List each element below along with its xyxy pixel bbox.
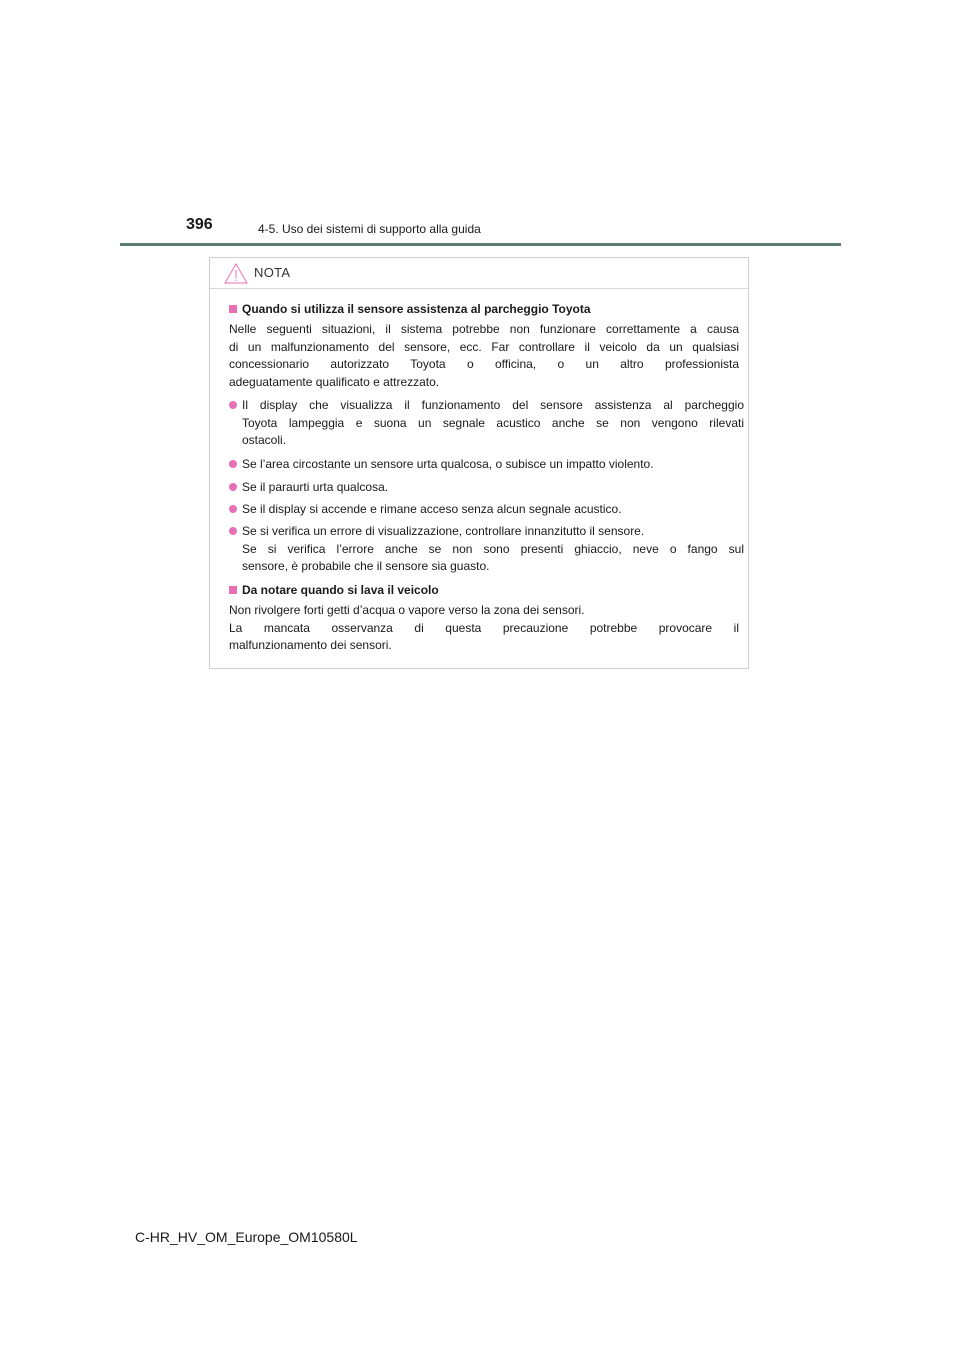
- square-bullet-icon: [229, 586, 237, 594]
- header-rule: [120, 243, 841, 246]
- item-paragraph: [229, 321, 739, 391]
- square-bullet-icon: [229, 305, 237, 313]
- page-number: 396: [186, 216, 213, 233]
- text-line: Nelle seguenti situazioni, il sistema potrebbe non funzionare correttamente a causa: [229, 322, 739, 336]
- note-label: NOTA: [254, 265, 291, 280]
- round-bullet-icon: [229, 401, 237, 409]
- list-item: [229, 501, 744, 519]
- text-line: La mancata osservanza di questa precauzione potrebbe provocare il: [229, 620, 739, 635]
- text-line: Non rivolgere forti getti d’acqua o vapore verso la zona dei sensori.: [229, 603, 585, 617]
- text-line: Se si verifica un errore di visualizzazione, controllare innanzitutto il sensore.: [242, 524, 645, 538]
- round-bullet-icon: [229, 483, 237, 491]
- list-item: [229, 523, 744, 576]
- item-title-text: Da notare quando si lava il veicolo: [242, 583, 439, 597]
- list-item: [229, 397, 744, 450]
- item-paragraph: [229, 602, 739, 655]
- warning-triangle-icon: [224, 263, 248, 284]
- list-item: [229, 456, 744, 474]
- text-line: di un malfunzionamento del sensore, ecc. Far controllare il veicolo da un qualsiasi: [229, 339, 739, 354]
- round-bullet-icon: [229, 527, 237, 535]
- text-line: concessionario autorizzato Toyota o officina, o un altro professionista: [229, 357, 739, 372]
- section-title: 4-5. Uso dei sistemi di supporto alla guida: [258, 222, 481, 236]
- text-line: Il display che visualizza il funzionamento del sensore assistenza al parcheggio: [242, 398, 744, 412]
- item-title: [229, 301, 591, 318]
- note-header: [210, 258, 748, 289]
- text-line: malfunzionamento dei sensori.: [229, 638, 392, 653]
- footer-document-code: C-HR_HV_OM_Europe_OM10580L: [135, 1229, 358, 1245]
- list-item: [229, 479, 744, 497]
- item-title-text: Quando si utilizza il sensore assistenza al parcheggio Toyota: [242, 302, 591, 316]
- text-line: Se il display si accende e rimane acceso senza alcun segnale acustico.: [242, 502, 622, 516]
- text-line: Se il paraurti urta qualcosa.: [242, 480, 389, 494]
- note-box: [209, 257, 749, 669]
- text-line: ostacoli.: [242, 433, 287, 448]
- item-title: [229, 582, 439, 599]
- round-bullet-icon: [229, 460, 237, 468]
- text-line: Toyota lampeggia e suona un segnale acustico anche se non vengono rilevati: [242, 415, 744, 430]
- round-bullet-icon: [229, 505, 237, 513]
- text-line: Se si verifica l’errore anche se non sono presenti ghiaccio, neve o fango sul: [242, 541, 744, 556]
- text-line: sensore, è probabile che il sensore sia guasto.: [242, 559, 490, 574]
- text-line: Se l’area circostante un sensore urta qualcosa, o subisce un impatto violento.: [242, 457, 654, 471]
- text-line: adeguatamente qualificato e attrezzato.: [229, 374, 440, 389]
